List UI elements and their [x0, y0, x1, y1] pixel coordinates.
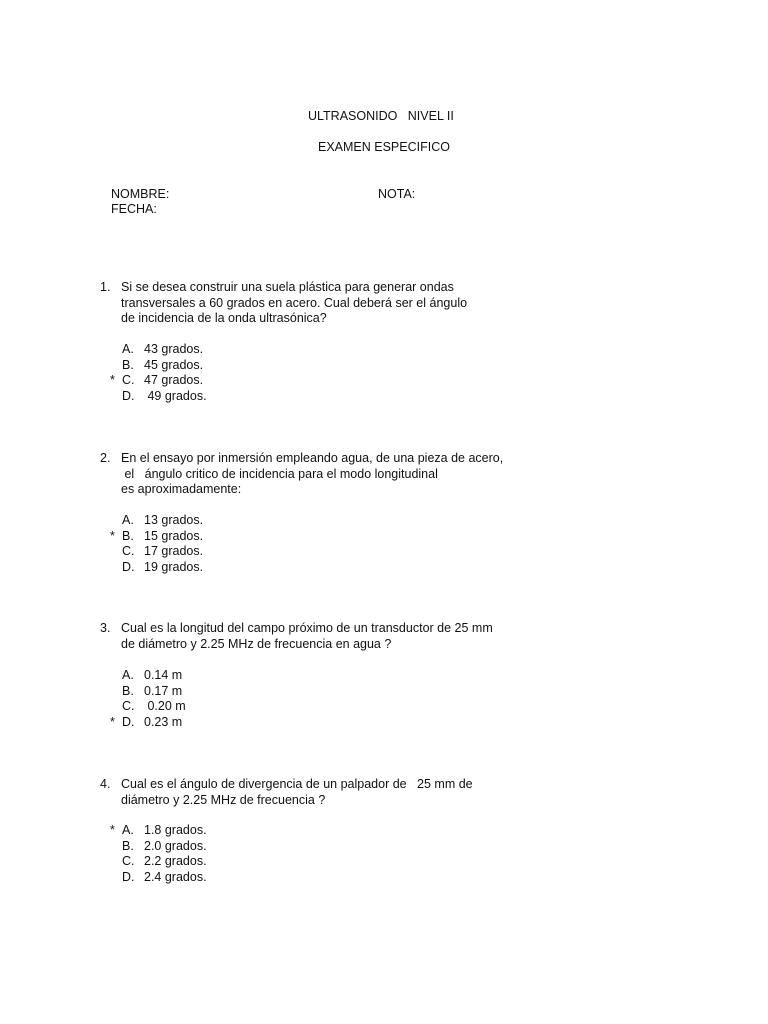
answer-option [110, 668, 186, 684]
question-number: 1. [100, 280, 111, 294]
answer-option [110, 699, 186, 715]
correct-mark: * [110, 714, 115, 729]
option-text: 13 grados. [144, 513, 204, 527]
question-number: 4. [100, 777, 111, 791]
answer-option [110, 839, 207, 855]
question-line: transversales a 60 grados en acero. Cual deberá ser el ángulo [121, 295, 468, 310]
question-text [121, 451, 503, 498]
option-text: 49 grados. [144, 388, 207, 403]
answer-options [110, 668, 186, 730]
question-text [121, 621, 493, 652]
option-letter: A. [122, 668, 134, 682]
option-letter: C. [122, 699, 135, 713]
option-text: 0.17 m [144, 683, 183, 698]
question-line: Si se desea construir una suela plástica para generar ondas [121, 280, 454, 294]
question-number: 2. [100, 451, 111, 465]
fecha-label: FECHA: [111, 202, 157, 216]
answer-options [110, 823, 207, 885]
question-text [121, 280, 467, 327]
answer-option [110, 389, 207, 405]
question-line: diámetro y 2.25 MHz de frecuencia ? [121, 792, 326, 807]
answer-option [110, 373, 207, 389]
correct-mark: * [110, 823, 115, 837]
question-line: el ángulo critico de incidencia para el modo longitudinal [121, 466, 438, 481]
correct-mark: * [110, 528, 115, 543]
question-line: de diámetro y 2.25 MHz de frecuencia en agua ? [121, 636, 392, 651]
answer-option [110, 715, 186, 731]
option-letter: B. [122, 528, 134, 543]
option-text: 0.14 m [144, 668, 183, 682]
option-text: 45 grados. [144, 357, 204, 372]
answer-option [110, 823, 207, 839]
question-number: 3. [100, 621, 111, 635]
question-line: de incidencia de la onda ultrasónica? [121, 311, 327, 325]
option-text: 0.20 m [144, 699, 186, 713]
answer-option [110, 358, 207, 374]
answer-option [110, 529, 203, 545]
question-line: En el ensayo por inmersión empleando agua, de una pieza de acero, [121, 451, 504, 465]
answer-options [110, 342, 207, 404]
correct-mark: * [110, 373, 119, 387]
question-line: Cual es el ángulo de divergencia de un palpador de 25 mm de [121, 777, 473, 791]
answer-option [110, 560, 203, 576]
option-letter: C. [122, 373, 135, 387]
option-letter: D. [122, 714, 135, 729]
option-letter: B. [122, 683, 134, 698]
option-text: 17 grados. [144, 544, 204, 558]
answer-option [110, 513, 203, 529]
nombre-label: NOMBRE: [111, 187, 170, 201]
option-text: 2.0 grados. [144, 838, 207, 853]
option-letter: A. [122, 513, 134, 527]
option-letter: B. [122, 357, 134, 372]
option-letter: C. [122, 854, 135, 868]
exam-subtitle: EXAMEN ESPECIFICO [318, 140, 450, 154]
option-letter: D. [122, 559, 135, 574]
question-line: Cual es la longitud del campo próximo de un transductor de 25 mm [121, 621, 493, 635]
exam-title: ULTRASONIDO NIVEL II [308, 109, 454, 123]
option-text: 15 grados. [144, 528, 204, 543]
option-letter: A. [122, 823, 134, 837]
option-letter: D. [122, 388, 135, 403]
option-text: 0.23 m [144, 714, 183, 729]
answer-option [110, 854, 207, 870]
option-text: 2.4 grados. [144, 869, 207, 884]
option-letter: B. [122, 838, 134, 853]
question-text [121, 777, 473, 808]
answer-option [110, 684, 186, 700]
option-letter: A. [122, 342, 134, 356]
option-text: 1.8 grados. [144, 823, 207, 837]
answer-option [110, 342, 207, 358]
option-letter: D. [122, 869, 135, 884]
question-line: es aproximadamente: [121, 482, 242, 496]
option-text: 47 grados. [144, 373, 204, 387]
answer-options [110, 513, 203, 575]
nota-label: NOTA: [378, 187, 416, 201]
option-letter: C. [122, 544, 135, 558]
option-text: 2.2 grados. [144, 854, 207, 868]
answer-option [110, 870, 207, 886]
answer-option [110, 544, 203, 560]
option-text: 43 grados. [144, 342, 204, 356]
option-text: 19 grados. [144, 559, 204, 574]
